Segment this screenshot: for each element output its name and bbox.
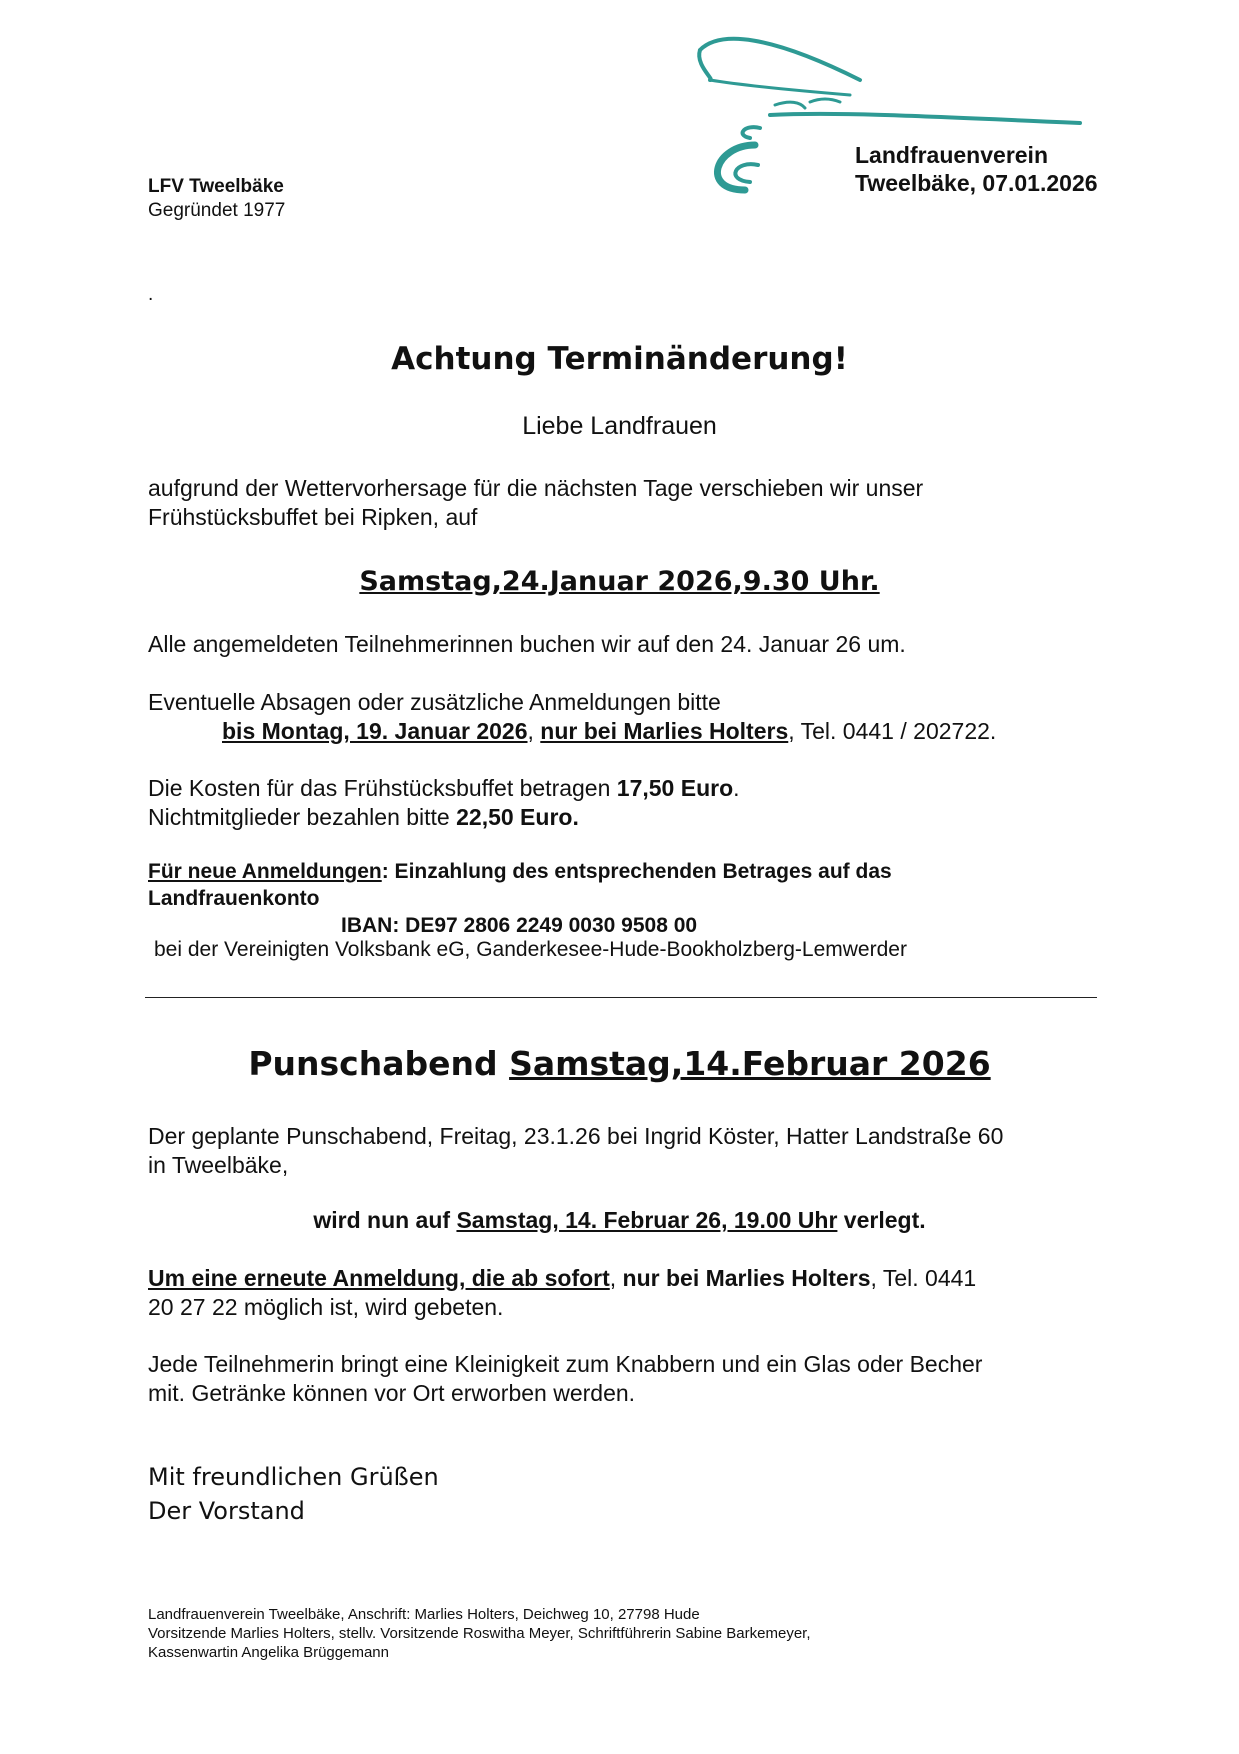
org-name: Landfrauenverein: [855, 142, 1048, 168]
separator: ,: [527, 718, 541, 744]
greeting-line: Liebe Landfrauen: [522, 412, 717, 440]
founded-text: Gegründet 1977: [148, 200, 286, 221]
notice-title: Achtung Terminänderung!: [391, 341, 848, 377]
bring-line-2: mit. Getränke können vor Ort erworben werden.: [148, 1380, 636, 1406]
reregister-line-1: Um eine erneute Anmeldung, die ab sofort, nur bei Marlies Holters, Tel. 0441: [148, 1265, 977, 1291]
nonmember-value: 22,50 Euro.: [456, 804, 579, 830]
planned-line-2: in Tweelbäke,: [148, 1152, 289, 1178]
new-registration-line: Für neue Anmeldungen: Einzahlung des entsprechenden Betrages auf das: [148, 860, 892, 883]
section-divider: [145, 997, 1097, 998]
reregister-contact: nur bei Marlies Holters: [622, 1265, 871, 1291]
cancel-text: [148, 688, 996, 746]
footer: [148, 1605, 811, 1662]
footer-line-3: Kassenwartin Angelika Brüggemann: [148, 1644, 389, 1661]
moved-text: wird nun auf Samstag, 14. Februar 26, 19.00 Uhr verlegt.: [313, 1207, 926, 1233]
phone-text: , Tel. 0441 / 202722.: [788, 718, 997, 744]
cost-line: Die Kosten für das Frühstücksbuffet betragen 17,50 Euro.: [148, 775, 740, 801]
intro-line-1: aufgrund der Wettervorhersage für die nächsten Tage verschieben wir unser: [148, 475, 924, 501]
closing: [148, 1460, 439, 1528]
rebook-text: Alle angemeldeten Teilnehmerinnen buchen wir auf den 24. Januar 26 um.: [148, 631, 906, 657]
bank-name: bei der Vereinigten Volksbank eG, Ganderkesee-Hude-Bookholzberg-Lemwerder: [154, 938, 907, 961]
place-date: Tweelbäke, 07.01.2026: [855, 170, 1098, 196]
cancel-line-2: [148, 717, 996, 746]
nonmember-line: Nichtmitglieder bezahlen bitte 22,50 Euro.: [148, 804, 579, 830]
punch-title: Punschabend Samstag,14.Februar 2026: [248, 1044, 991, 1083]
account-line: Landfrauenkonto: [148, 887, 320, 910]
footer-line-2: Vorsitzende Marlies Holters, stellv. Vorsitzende Roswitha Meyer, Schriftführerin Sabine Barkemeyer,: [148, 1625, 811, 1642]
cancel-line-1: Eventuelle Absagen oder zusätzliche Anmeldungen bitte: [148, 689, 721, 715]
new-registration-label: Für neue Anmeldungen: [148, 860, 382, 883]
bring-line-1: Jede Teilnehmerin bringt eine Kleinigkeit zum Knabbern und ein Glas oder Becher: [148, 1351, 983, 1377]
planned-line-1: Der geplante Punschabend, Freitag, 23.1.26 bei Ingrid Köster, Hatter Landstraße 60: [148, 1123, 1004, 1149]
bring-text: [148, 1350, 982, 1408]
moved-date: Samstag, 14. Februar 26, 19.00 Uhr: [456, 1207, 838, 1233]
org-short-name: LFV Tweelbäke: [148, 176, 284, 197]
closing-signature: Der Vorstand: [148, 1497, 305, 1525]
intro-text: [148, 474, 923, 532]
closing-greeting: Mit freundlichen Grüßen: [148, 1463, 439, 1491]
reregister-text: [148, 1264, 976, 1322]
footer-line-1: Landfrauenverein Tweelbäke, Anschrift: Marlies Holters, Deichweg 10, 27798 Hude: [148, 1606, 700, 1623]
punch-date: Samstag,14.Februar 2026: [509, 1044, 991, 1083]
iban: IBAN: DE97 2806 2249 0030 9508 00: [341, 914, 698, 937]
deadline: bis Montag, 19. Januar 2026: [222, 718, 528, 744]
contact-person: nur bei Marlies Holters: [540, 718, 789, 744]
cost-value: 17,50 Euro: [616, 775, 734, 801]
cost-text: [148, 774, 740, 832]
payment-info: [148, 858, 892, 939]
stray-dot: .: [148, 284, 154, 305]
intro-line-2: Frühstücksbuffet bei Ripken, auf: [148, 504, 478, 530]
planned-text: [148, 1122, 1003, 1180]
new-date-heading: Samstag,24.Januar 2026,9.30 Uhr.: [359, 566, 880, 597]
reregister-line-2: 20 27 22 möglich ist, wird gebeten.: [148, 1294, 504, 1320]
